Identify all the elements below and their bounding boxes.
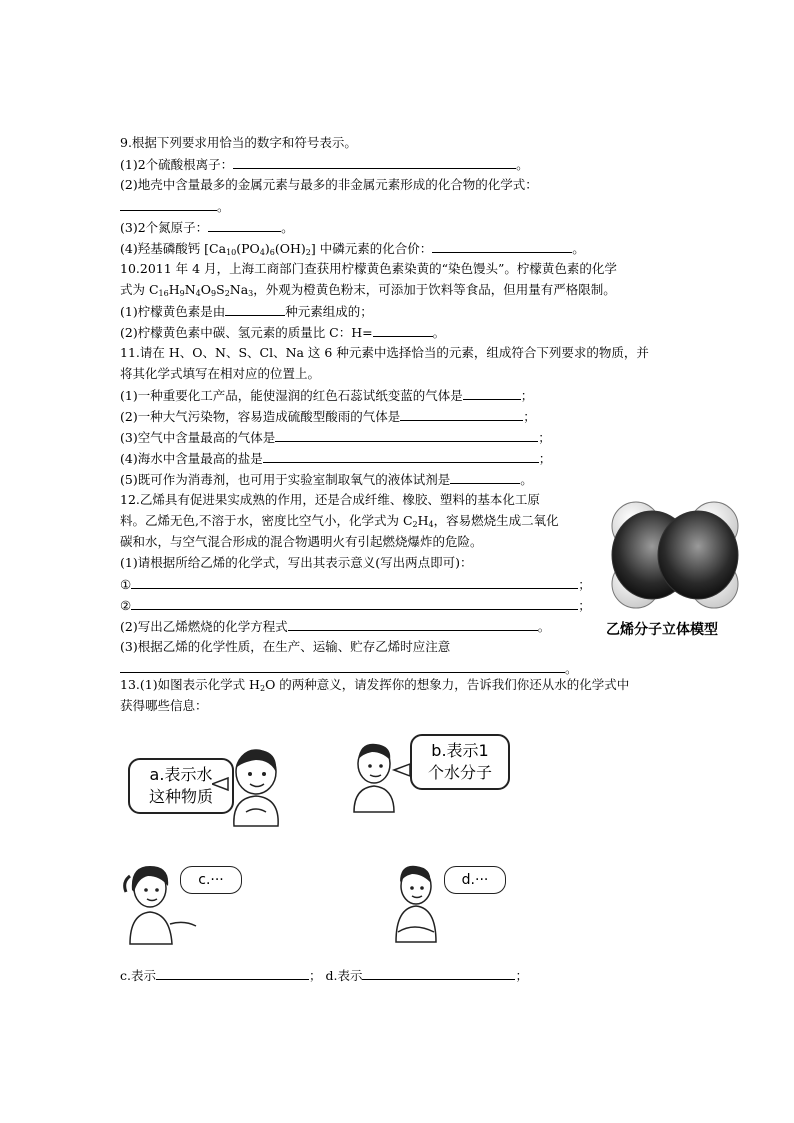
q9-p4-text: (4)羟基磷酸钙 [Ca	[120, 241, 227, 256]
q12-part3: (3)根据乙烯的化学性质，在生产、运输、贮存乙烯时应注意	[120, 639, 451, 654]
q12-part2	[120, 617, 550, 636]
q11-part4	[120, 449, 551, 468]
q13-ans-c-label: c.表示	[120, 968, 156, 983]
q9-p4-sub: 10	[226, 248, 237, 257]
q10-sub: 9	[211, 289, 217, 298]
q9-p4-text: ] 中磷元素的化合价：	[310, 241, 433, 256]
q12-line1: 12.乙烯具有促进果实成熟的作用，还是合成纤维、橡胶、塑料的基本化工原	[120, 492, 540, 507]
bubble-a-line1: a.表示水	[149, 765, 213, 784]
q12-text: 料。乙烯无色,不溶于水，密度比空气小，化学式为 C	[120, 513, 413, 528]
q12-part1-answer1	[120, 575, 591, 594]
q10-text: 式为 C	[120, 282, 159, 297]
q10-line1: 10.2011 年 4 月，上海工商部门查获用柠檬黄色素染黄的“染色馒头”。柠檬黄色素的化学	[120, 261, 617, 276]
bubble-a-line2: 这种物质	[148, 787, 213, 806]
speech-bubble-d	[444, 866, 506, 894]
q13-blank-d[interactable]	[362, 966, 515, 980]
q12-part2-label: (2)写出乙烯燃烧的化学方程式	[120, 619, 288, 634]
q9-part3	[120, 218, 294, 237]
q9-p4-sub: 6	[269, 248, 275, 257]
q11-semi: ；	[538, 430, 551, 445]
q13-blank-c[interactable]	[156, 966, 309, 980]
q13-answers	[120, 966, 528, 985]
q11-part2-label: (2)一种大气污染物，容易造成硫酸型酸雨的气体是	[120, 409, 401, 424]
q12-line2	[120, 512, 559, 534]
q11-blank1[interactable]	[463, 386, 521, 400]
q10-sub: 4	[195, 289, 201, 298]
q12-text: H	[417, 513, 429, 528]
q13-semi: ；	[308, 968, 322, 983]
q12-blank3[interactable]	[288, 617, 538, 631]
bubble-b-line1: b.表示1	[431, 741, 489, 760]
q10-part1-end: 种元素组成的；	[285, 304, 373, 319]
q11-end: 。	[520, 472, 533, 487]
q11-part3	[120, 428, 551, 447]
q10-line2	[120, 281, 616, 303]
q12-blank2[interactable]	[131, 596, 578, 610]
q9-p4-text: (OH)	[274, 241, 306, 256]
q10-text: N	[184, 282, 196, 297]
q10-sub: 9	[179, 289, 185, 298]
q9-title: 9.根据下列要求用恰当的数字和符号表示。	[120, 135, 357, 150]
q11-part5-label: (5)既可作为消毒剂，也可用于实验室制取氧气的液体试剂是	[120, 472, 451, 487]
boy-figure-icon	[348, 740, 410, 814]
q10-part1-label: (1)柠檬黄色素是由	[120, 304, 226, 319]
q12-end: 。	[565, 661, 578, 676]
boy-figure-icon	[212, 744, 292, 828]
q10-part1	[120, 302, 373, 321]
q9-part1-label: (1)2个硫酸根离子：	[120, 157, 234, 172]
q9-part4-end: 。	[572, 241, 585, 256]
q10-part2	[120, 323, 445, 342]
ethylene-model-image	[600, 496, 750, 614]
bubble-c-text: c.···	[198, 872, 224, 888]
q11-blank3[interactable]	[275, 428, 538, 442]
q10-text: ，外观为橙黄色粉末，可添加于饮料等食品，但用量有严格限制。	[253, 282, 616, 297]
speech-bubble-b	[410, 734, 510, 790]
q11-blank2[interactable]	[400, 407, 523, 421]
q11-line2: 将其化学式填写在相对应的位置上。	[120, 366, 321, 381]
q12-semi: ；	[578, 577, 591, 592]
q11-blank4[interactable]	[263, 449, 539, 463]
q9-blank4[interactable]	[432, 239, 572, 253]
q13-semi: ；	[515, 968, 528, 983]
q9-part3-end: 。	[281, 220, 294, 235]
boy-figure-icon	[388, 862, 448, 944]
q12-semi: ；	[578, 598, 591, 613]
q11-part5	[120, 470, 533, 489]
ethylene-model-caption: 乙烯分子立体模型	[606, 622, 718, 638]
q11-semi: ；	[523, 409, 536, 424]
q11-semi: ；	[520, 388, 534, 403]
bubble-d-text: d.···	[461, 872, 489, 888]
q12-text: ，容易燃烧生成二氧化	[433, 513, 559, 528]
q9-p4-sub: 2	[305, 248, 311, 257]
q13-sub: 2	[259, 684, 266, 693]
q9-part2-end: 。	[217, 199, 230, 214]
q10-blank1[interactable]	[225, 302, 285, 316]
q11-part3-label: (3)空气中含量最高的气体是	[120, 430, 276, 445]
q9-part4	[120, 239, 585, 262]
q10-sub: 2	[224, 289, 230, 298]
bubble-b-line2: 个水分子	[427, 763, 492, 782]
q12-end: 。	[537, 619, 551, 634]
q12-circle1: ①	[120, 577, 132, 592]
q11-part2	[120, 407, 536, 426]
q11-part1-label: (1)一种重要化工产品，能使湿润的红色石蕊试纸变蓝的气体是	[120, 388, 463, 403]
q12-part1-answer2	[120, 596, 591, 615]
q9-part2: (2)地壳中含量最多的金属元素与最多的非金属元素形成的化合物的化学式：	[120, 177, 538, 192]
q11-blank5[interactable]	[450, 470, 520, 484]
q10-text: Na	[229, 282, 249, 297]
q13-line2: 获得哪些信息：	[120, 698, 208, 713]
q12-sub: 2	[412, 520, 418, 529]
q9-part1	[120, 155, 529, 174]
q12-sub: 4	[428, 520, 434, 529]
q9-part2-answer	[120, 197, 230, 216]
q11-part1	[120, 386, 533, 405]
q12-line3: 碳和水，与空气混合形成的混合物遇明火有引起燃烧爆炸的危险。	[120, 534, 483, 549]
q10-sub: 16	[158, 289, 169, 298]
q10-text: S	[216, 282, 225, 297]
q13-line1	[120, 676, 629, 698]
carbon-atom	[658, 511, 738, 599]
q9-blank3[interactable]	[208, 218, 281, 232]
q10-blank2[interactable]	[373, 323, 433, 337]
q11-semi: ；	[538, 451, 552, 466]
q9-part1-end: 。	[516, 157, 529, 172]
q12-blank1[interactable]	[131, 575, 578, 589]
q10-text: O	[200, 282, 212, 297]
speech-bubble-c	[180, 866, 242, 894]
q13-text: O 的两种意义，请发挥你的想象力，告诉我们你还从水的化学式中	[265, 677, 630, 692]
q9-p4-sub: 4	[259, 248, 265, 257]
q11-line1: 11.请在 H、O、N、S、Cl、Na 这 6 种元素中选择恰当的元素，组成符合下列要求的物质，并	[120, 345, 649, 360]
q10-part2-label: (2)柠檬黄色素中碳、氢元素的质量比 C：H=	[120, 325, 373, 340]
q9-part3-label: (3)2个氮原子：	[120, 220, 209, 235]
q11-part4-label: (4)海水中含量最高的盐是	[120, 451, 263, 466]
q12-blank4[interactable]	[120, 659, 565, 673]
q9-blank2[interactable]	[120, 197, 217, 211]
q12-part1: (1)请根据所给乙烯的化学式，写出其表示意义(写出两点即可)：	[120, 555, 473, 570]
q10-sub: 3	[248, 289, 254, 298]
q13-ans-d-label: d.表示	[325, 968, 363, 983]
q10-text: H	[168, 282, 180, 297]
q13-text: 13.(1)如图表示化学式 H	[120, 677, 260, 692]
q9-p4-text: (PO	[236, 241, 260, 256]
q9-p4-text: )	[264, 241, 270, 256]
q10-part2-end: 。	[432, 325, 446, 340]
q12-circle2: ②	[120, 598, 132, 613]
q9-blank1[interactable]	[233, 155, 516, 169]
